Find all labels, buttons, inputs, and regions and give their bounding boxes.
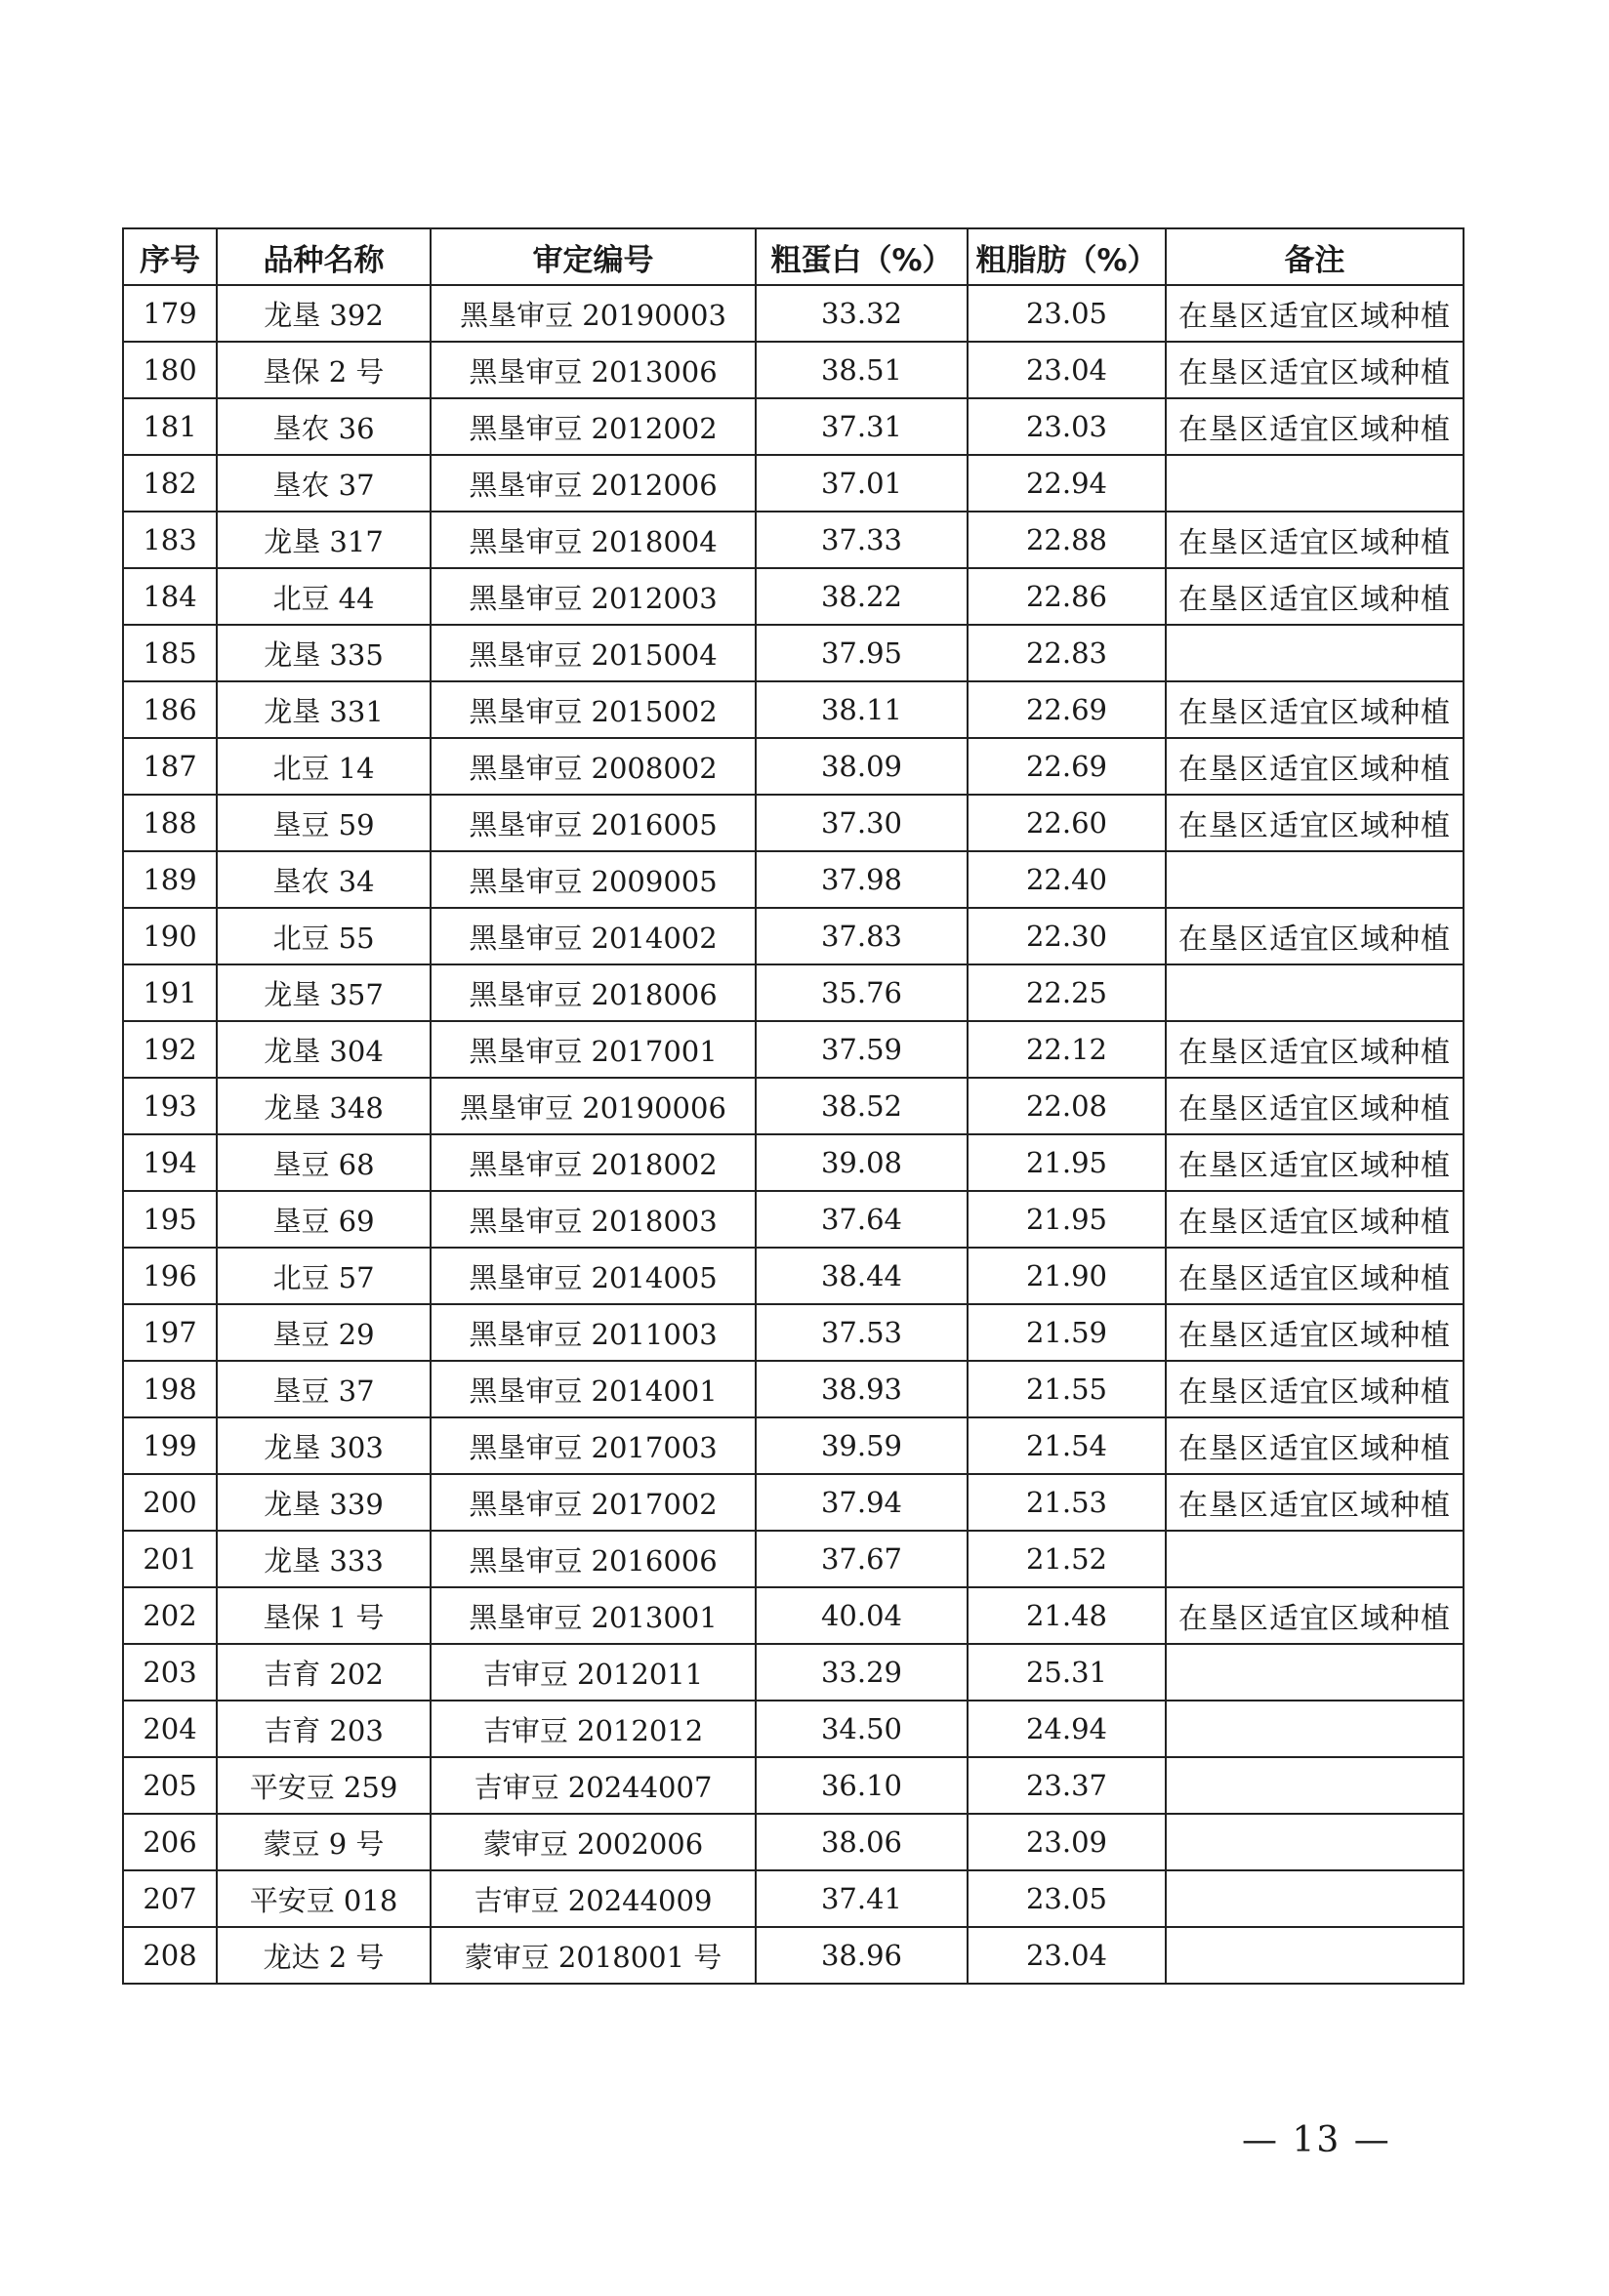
cell-variety-name: 垦农 37 (217, 455, 431, 512)
cell-variety-name: 龙垦 357 (217, 964, 431, 1021)
cell-crude-fat: 22.88 (968, 512, 1166, 568)
cell-crude-protein: 34.50 (756, 1701, 968, 1757)
cell-crude-fat: 23.04 (968, 342, 1166, 398)
cell-variety-name: 龙垦 304 (217, 1021, 431, 1078)
table-row (123, 1134, 1464, 1191)
table-row (123, 455, 1464, 512)
cell-approval-number: 黑垦审豆 2017001 (431, 1021, 756, 1078)
cell-crude-fat: 21.53 (968, 1474, 1166, 1531)
cell-approval-number: 黑垦审豆 2015004 (431, 625, 756, 681)
cell-serial: 192 (123, 1021, 217, 1078)
cell-approval-number: 黑垦审豆 2016006 (431, 1531, 756, 1587)
cell-crude-fat: 24.94 (968, 1701, 1166, 1757)
cell-variety-name: 蒙豆 9 号 (217, 1814, 431, 1870)
cell-approval-number: 吉审豆 2012012 (431, 1701, 756, 1757)
cell-remarks (1166, 1927, 1464, 1984)
cell-variety-name: 龙垦 331 (217, 681, 431, 738)
cell-crude-protein: 37.01 (756, 455, 968, 512)
header-approval-number: 审定编号 (431, 228, 756, 285)
cell-crude-fat: 22.86 (968, 568, 1166, 625)
cell-approval-number: 黑垦审豆 2016005 (431, 795, 756, 851)
cell-variety-name: 垦农 36 (217, 398, 431, 455)
cell-variety-name: 吉育 202 (217, 1644, 431, 1701)
cell-crude-fat: 22.83 (968, 625, 1166, 681)
cell-remarks: 在垦区适宜区域种植 (1166, 285, 1464, 342)
cell-variety-name: 龙垦 335 (217, 625, 431, 681)
cell-crude-protein: 37.59 (756, 1021, 968, 1078)
cell-crude-protein: 37.31 (756, 398, 968, 455)
cell-remarks: 在垦区适宜区域种植 (1166, 681, 1464, 738)
cell-remarks: 在垦区适宜区域种植 (1166, 398, 1464, 455)
cell-variety-name: 垦农 34 (217, 851, 431, 908)
cell-remarks: 在垦区适宜区域种植 (1166, 1078, 1464, 1134)
table-row (123, 1701, 1464, 1757)
cell-crude-fat: 25.31 (968, 1644, 1166, 1701)
cell-crude-fat: 21.90 (968, 1248, 1166, 1304)
cell-crude-fat: 22.94 (968, 455, 1166, 512)
table-row (123, 1587, 1464, 1644)
cell-crude-fat: 22.40 (968, 851, 1166, 908)
cell-crude-protein: 37.67 (756, 1531, 968, 1587)
cell-approval-number: 黑垦审豆 2018002 (431, 1134, 756, 1191)
cell-approval-number: 黑垦审豆 20190006 (431, 1078, 756, 1134)
cell-crude-fat: 23.05 (968, 285, 1166, 342)
cell-crude-protein: 38.06 (756, 1814, 968, 1870)
cell-serial: 193 (123, 1078, 217, 1134)
cell-approval-number: 吉审豆 20244007 (431, 1757, 756, 1814)
cell-crude-fat: 22.60 (968, 795, 1166, 851)
cell-crude-protein: 33.32 (756, 285, 968, 342)
cell-remarks (1166, 1701, 1464, 1757)
cell-approval-number: 黑垦审豆 2017003 (431, 1417, 756, 1474)
table-row (123, 1021, 1464, 1078)
cell-crude-fat: 23.03 (968, 398, 1166, 455)
table-row (123, 398, 1464, 455)
cell-variety-name: 龙垦 333 (217, 1531, 431, 1587)
table-row (123, 1927, 1464, 1984)
cell-crude-protein: 37.64 (756, 1191, 968, 1248)
cell-remarks: 在垦区适宜区域种植 (1166, 1304, 1464, 1361)
cell-variety-name: 龙达 2 号 (217, 1927, 431, 1984)
cell-serial: 201 (123, 1531, 217, 1587)
cell-approval-number: 黑垦审豆 2018003 (431, 1191, 756, 1248)
page-number: — 13 — (1242, 2120, 1391, 2160)
cell-variety-name: 龙垦 392 (217, 285, 431, 342)
table-row (123, 681, 1464, 738)
cell-remarks (1166, 625, 1464, 681)
cell-serial: 180 (123, 342, 217, 398)
cell-crude-protein: 38.93 (756, 1361, 968, 1417)
cell-crude-protein: 38.52 (756, 1078, 968, 1134)
cell-serial: 199 (123, 1417, 217, 1474)
cell-variety-name: 龙垦 339 (217, 1474, 431, 1531)
cell-approval-number: 吉审豆 2012011 (431, 1644, 756, 1701)
cell-crude-protein: 37.98 (756, 851, 968, 908)
cell-serial: 198 (123, 1361, 217, 1417)
cell-remarks: 在垦区适宜区域种植 (1166, 795, 1464, 851)
cell-approval-number: 黑垦审豆 2012003 (431, 568, 756, 625)
cell-remarks: 在垦区适宜区域种植 (1166, 908, 1464, 964)
cell-crude-protein: 33.29 (756, 1644, 968, 1701)
cell-serial: 186 (123, 681, 217, 738)
cell-remarks (1166, 455, 1464, 512)
header-crude-fat: 粗脂肪（%） (968, 228, 1166, 285)
cell-crude-protein: 37.30 (756, 795, 968, 851)
cell-serial: 207 (123, 1870, 217, 1927)
cell-approval-number: 黑垦审豆 2009005 (431, 851, 756, 908)
cell-crude-protein: 38.51 (756, 342, 968, 398)
table-row (123, 285, 1464, 342)
cell-remarks (1166, 1870, 1464, 1927)
table-row (123, 1248, 1464, 1304)
cell-serial: 190 (123, 908, 217, 964)
cell-remarks: 在垦区适宜区域种植 (1166, 1361, 1464, 1417)
cell-crude-protein: 35.76 (756, 964, 968, 1021)
cell-approval-number: 黑垦审豆 2015002 (431, 681, 756, 738)
cell-crude-protein: 40.04 (756, 1587, 968, 1644)
cell-approval-number: 黑垦审豆 2014005 (431, 1248, 756, 1304)
cell-approval-number: 蒙审豆 2002006 (431, 1814, 756, 1870)
cell-serial: 208 (123, 1927, 217, 1984)
table-row (123, 1417, 1464, 1474)
cell-remarks: 在垦区适宜区域种植 (1166, 342, 1464, 398)
cell-crude-fat: 22.25 (968, 964, 1166, 1021)
cell-approval-number: 黑垦审豆 20190003 (431, 285, 756, 342)
cell-serial: 204 (123, 1701, 217, 1757)
cell-crude-fat: 22.69 (968, 738, 1166, 795)
cell-serial: 188 (123, 795, 217, 851)
cell-variety-name: 垦豆 68 (217, 1134, 431, 1191)
cell-crude-fat: 22.12 (968, 1021, 1166, 1078)
cell-crude-protein: 37.41 (756, 1870, 968, 1927)
soybean-variety-table (122, 227, 1465, 1985)
cell-approval-number: 黑垦审豆 2014002 (431, 908, 756, 964)
cell-crude-fat: 21.48 (968, 1587, 1166, 1644)
cell-serial: 179 (123, 285, 217, 342)
cell-crude-protein: 37.33 (756, 512, 968, 568)
table-row (123, 1870, 1464, 1927)
cell-remarks: 在垦区适宜区域种植 (1166, 1191, 1464, 1248)
header-serial: 序号 (123, 228, 217, 285)
cell-serial: 181 (123, 398, 217, 455)
cell-crude-protein: 37.94 (756, 1474, 968, 1531)
cell-variety-name: 北豆 14 (217, 738, 431, 795)
cell-crude-fat: 23.09 (968, 1814, 1166, 1870)
cell-crude-fat: 23.04 (968, 1927, 1166, 1984)
cell-serial: 189 (123, 851, 217, 908)
cell-approval-number: 黑垦审豆 2013006 (431, 342, 756, 398)
cell-remarks (1166, 1814, 1464, 1870)
cell-variety-name: 龙垦 303 (217, 1417, 431, 1474)
cell-variety-name: 龙垦 348 (217, 1078, 431, 1134)
table-body (123, 285, 1464, 1984)
cell-remarks: 在垦区适宜区域种植 (1166, 1474, 1464, 1531)
cell-crude-fat: 22.30 (968, 908, 1166, 964)
cell-crude-protein: 39.59 (756, 1417, 968, 1474)
cell-crude-protein: 38.11 (756, 681, 968, 738)
cell-crude-fat: 21.52 (968, 1531, 1166, 1587)
cell-crude-protein: 37.83 (756, 908, 968, 964)
cell-approval-number: 黑垦审豆 2013001 (431, 1587, 756, 1644)
table-row (123, 1757, 1464, 1814)
table-row (123, 1361, 1464, 1417)
cell-crude-fat: 23.05 (968, 1870, 1166, 1927)
cell-variety-name: 垦豆 29 (217, 1304, 431, 1361)
header-remarks: 备注 (1166, 228, 1464, 285)
cell-serial: 182 (123, 455, 217, 512)
cell-remarks: 在垦区适宜区域种植 (1166, 1021, 1464, 1078)
cell-approval-number: 黑垦审豆 2017002 (431, 1474, 756, 1531)
cell-remarks (1166, 1531, 1464, 1587)
cell-remarks: 在垦区适宜区域种植 (1166, 1417, 1464, 1474)
cell-remarks (1166, 964, 1464, 1021)
cell-crude-protein: 36.10 (756, 1757, 968, 1814)
cell-remarks (1166, 851, 1464, 908)
cell-crude-fat: 21.59 (968, 1304, 1166, 1361)
table-header-row (123, 228, 1464, 285)
cell-variety-name: 吉育 203 (217, 1701, 431, 1757)
cell-approval-number: 黑垦审豆 2008002 (431, 738, 756, 795)
header-variety-name: 品种名称 (217, 228, 431, 285)
cell-serial: 185 (123, 625, 217, 681)
cell-variety-name: 垦豆 59 (217, 795, 431, 851)
cell-remarks: 在垦区适宜区域种植 (1166, 568, 1464, 625)
cell-crude-fat: 22.69 (968, 681, 1166, 738)
cell-crude-protein: 38.22 (756, 568, 968, 625)
cell-approval-number: 吉审豆 20244009 (431, 1870, 756, 1927)
table-row (123, 908, 1464, 964)
cell-variety-name: 北豆 55 (217, 908, 431, 964)
cell-approval-number: 黑垦审豆 2011003 (431, 1304, 756, 1361)
table-row (123, 512, 1464, 568)
cell-crude-protein: 39.08 (756, 1134, 968, 1191)
cell-variety-name: 北豆 57 (217, 1248, 431, 1304)
cell-crude-fat: 21.55 (968, 1361, 1166, 1417)
cell-remarks: 在垦区适宜区域种植 (1166, 738, 1464, 795)
cell-approval-number: 黑垦审豆 2012002 (431, 398, 756, 455)
table-row (123, 1814, 1464, 1870)
cell-serial: 191 (123, 964, 217, 1021)
cell-variety-name: 垦保 2 号 (217, 342, 431, 398)
cell-crude-fat: 21.95 (968, 1191, 1166, 1248)
table-row (123, 851, 1464, 908)
cell-approval-number: 蒙审豆 2018001 号 (431, 1927, 756, 1984)
table-row (123, 625, 1464, 681)
cell-variety-name: 垦保 1 号 (217, 1587, 431, 1644)
cell-serial: 184 (123, 568, 217, 625)
table-row (123, 1191, 1464, 1248)
cell-crude-protein: 37.95 (756, 625, 968, 681)
cell-crude-fat: 22.08 (968, 1078, 1166, 1134)
cell-crude-protein: 38.44 (756, 1248, 968, 1304)
cell-crude-fat: 23.37 (968, 1757, 1166, 1814)
cell-serial: 187 (123, 738, 217, 795)
cell-remarks: 在垦区适宜区域种植 (1166, 512, 1464, 568)
cell-crude-protein: 38.09 (756, 738, 968, 795)
table-row (123, 964, 1464, 1021)
cell-variety-name: 垦豆 69 (217, 1191, 431, 1248)
table-row (123, 1304, 1464, 1361)
cell-remarks (1166, 1644, 1464, 1701)
cell-variety-name: 龙垦 317 (217, 512, 431, 568)
table-row (123, 568, 1464, 625)
cell-serial: 200 (123, 1474, 217, 1531)
cell-crude-protein: 37.53 (756, 1304, 968, 1361)
cell-variety-name: 平安豆 018 (217, 1870, 431, 1927)
cell-remarks (1166, 1757, 1464, 1814)
table-row (123, 738, 1464, 795)
cell-serial: 197 (123, 1304, 217, 1361)
cell-serial: 202 (123, 1587, 217, 1644)
table-row (123, 1474, 1464, 1531)
cell-serial: 194 (123, 1134, 217, 1191)
cell-crude-fat: 21.95 (968, 1134, 1166, 1191)
cell-variety-name: 北豆 44 (217, 568, 431, 625)
cell-remarks: 在垦区适宜区域种植 (1166, 1587, 1464, 1644)
table-row (123, 1644, 1464, 1701)
cell-remarks: 在垦区适宜区域种植 (1166, 1248, 1464, 1304)
cell-approval-number: 黑垦审豆 2018006 (431, 964, 756, 1021)
cell-crude-fat: 21.54 (968, 1417, 1166, 1474)
cell-serial: 203 (123, 1644, 217, 1701)
table-row (123, 795, 1464, 851)
table-row (123, 1078, 1464, 1134)
table-row (123, 1531, 1464, 1587)
cell-approval-number: 黑垦审豆 2012006 (431, 455, 756, 512)
table-row (123, 342, 1464, 398)
cell-serial: 195 (123, 1191, 217, 1248)
cell-remarks: 在垦区适宜区域种植 (1166, 1134, 1464, 1191)
cell-variety-name: 平安豆 259 (217, 1757, 431, 1814)
cell-variety-name: 垦豆 37 (217, 1361, 431, 1417)
cell-serial: 206 (123, 1814, 217, 1870)
header-crude-protein: 粗蛋白（%） (756, 228, 968, 285)
cell-approval-number: 黑垦审豆 2018004 (431, 512, 756, 568)
cell-serial: 196 (123, 1248, 217, 1304)
cell-approval-number: 黑垦审豆 2014001 (431, 1361, 756, 1417)
cell-serial: 183 (123, 512, 217, 568)
cell-crude-protein: 38.96 (756, 1927, 968, 1984)
cell-serial: 205 (123, 1757, 217, 1814)
